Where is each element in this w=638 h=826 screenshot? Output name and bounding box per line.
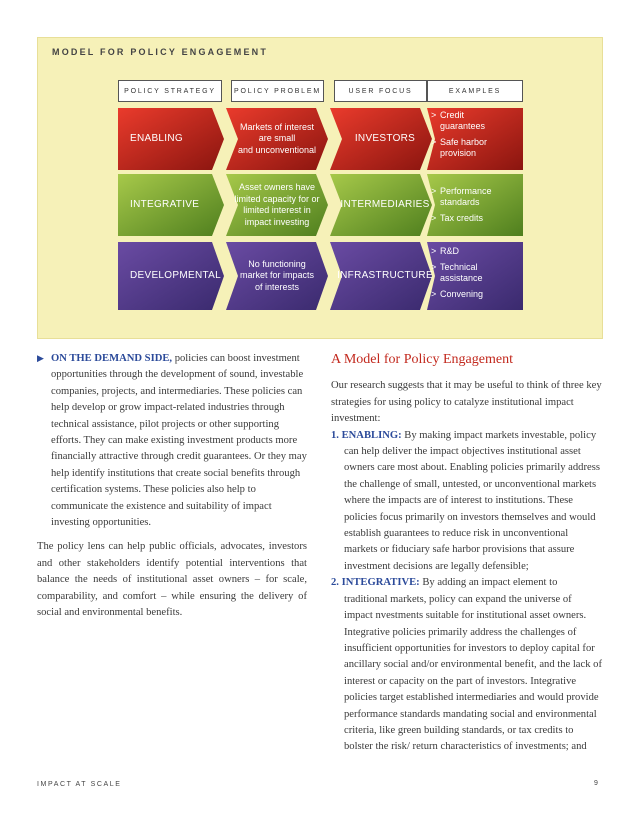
examples-enabling [427,108,523,170]
triangle-bullet-icon: ▶ [37,353,44,363]
example-item: > Tax credits [431,213,521,224]
strategy-developmental [118,242,224,310]
problem-line: impact investing [244,216,310,227]
focus-label: INFRASTRUCTURE [337,270,433,282]
example-item: > Credit guarantees [431,110,521,132]
strategy-enabling [118,108,224,170]
focus-label: INVESTORS [354,133,416,145]
panel-title: MODEL FOR POLICY ENGAGEMENT [52,47,269,57]
left-column [37,350,307,622]
header-user-focus: USER FOCUS [334,80,427,102]
item-label: 2. INTEGRATIVE: [331,577,420,589]
policy-model-panel [37,37,603,339]
enabling-item [331,428,603,576]
examples-integrative [427,174,523,236]
problem-developmental [226,242,328,310]
problem-line: are small [258,133,296,144]
problem-line: limited interest in [243,205,311,215]
strategy-integrative [118,174,224,236]
problem-line: limited capacity for or [234,193,320,204]
integrative-item [331,575,603,755]
footer-publication: IMPACT AT SCALE [37,781,122,788]
example-item: > Technical assistance [431,262,521,284]
problem-line: Markets of interest [239,121,314,132]
policy-lens-paragraph: The policy lens can help public officials, advocates, investors and other stakeholders identify potential interventions that balance the needs of institutional asset owners – for scale, comparability, and comfort – while ensuring the delivery of social and environmental benefits. [37,541,307,619]
header-policy-strategy: POLICY STRATEGY [118,80,222,102]
focus-label: INTERMEDIARIES [340,199,430,211]
page-number: 9 [594,780,598,787]
problem-line: market for impacts [239,270,315,281]
strategy-label: DEVELOPMENTAL [130,270,221,282]
strategy-label: ENABLING [130,133,183,145]
section-heading: A Model for Policy Engagement [331,352,513,367]
item-text: By adding an impact element to traditional markets, policy can expand the universe of impact nvestments suitable for institutional asset owners. Integrative policies primarily address the challenges of insufficient opportunities for investors to deploy capital for ancillary social and/or environmental benefit, and the lack of interest or capacity on the part of investors. Integrative policies target established intermediaries and would provide performance standards mandating social and environmental criteria, like green building standards, or tax credits to bolster the risk/ return characteristics of investments; and [344,577,602,753]
focus-intermediaries [330,174,432,236]
example-item: > Performance standards [431,186,521,208]
problem-line: No functioning [248,258,306,269]
strategy-label: INTEGRATIVE [130,199,200,211]
lead-in: ON THE DEMAND SIDE, [51,353,173,364]
focus-investors [330,108,432,170]
examples-developmental [427,242,523,310]
problem-line: of interests [254,281,300,292]
header-examples: EXAMPLES [427,80,523,102]
demand-side-text: policies can boost investment opportunities through the development of sound, investable companies, projects, and intermediaries. These policies can help develop or grow impact-related industries through technical assistance, pilot projects or other supporting efforts. They can make existing investment products more financially attractive through credit guarantees. Or they may help identify institutions that create social benefits through certification systems. These policies also help to communicate the existence and suitability of impact investing opportunities. [51,353,307,529]
intro-paragraph: Our research suggests that it may be useful to think of three key strategies for using policy to catalyze institutional impact investment: [331,380,602,425]
demand-side-paragraph [37,350,307,531]
problem-enabling [226,108,328,170]
example-item: > Convening [431,289,521,300]
example-item: > Safe harbor provision [431,137,521,159]
focus-infrastructure [330,242,432,310]
right-column [331,352,603,756]
example-item: > R&D [431,246,521,257]
problem-integrative [226,174,328,236]
item-text: By making impact markets investable, policy can help deliver the impact objectives institutional asset owners care most about. Enabling policies primarily address the challenge of small, untested, or unconventional markets where the impacts are of interest to institutions. These policies focus primarily on investors themselves and would establish guarantees to reduce risk in unconventional markets or fiduciary safe harbor provisions that assure investment decisions are legally defensible; [344,429,600,572]
problem-line: Asset owners have [238,182,316,192]
problem-line: and unconventional [237,144,317,155]
header-policy-problem: POLICY PROBLEM [231,80,324,102]
item-label: 1. ENABLING: [331,429,402,441]
